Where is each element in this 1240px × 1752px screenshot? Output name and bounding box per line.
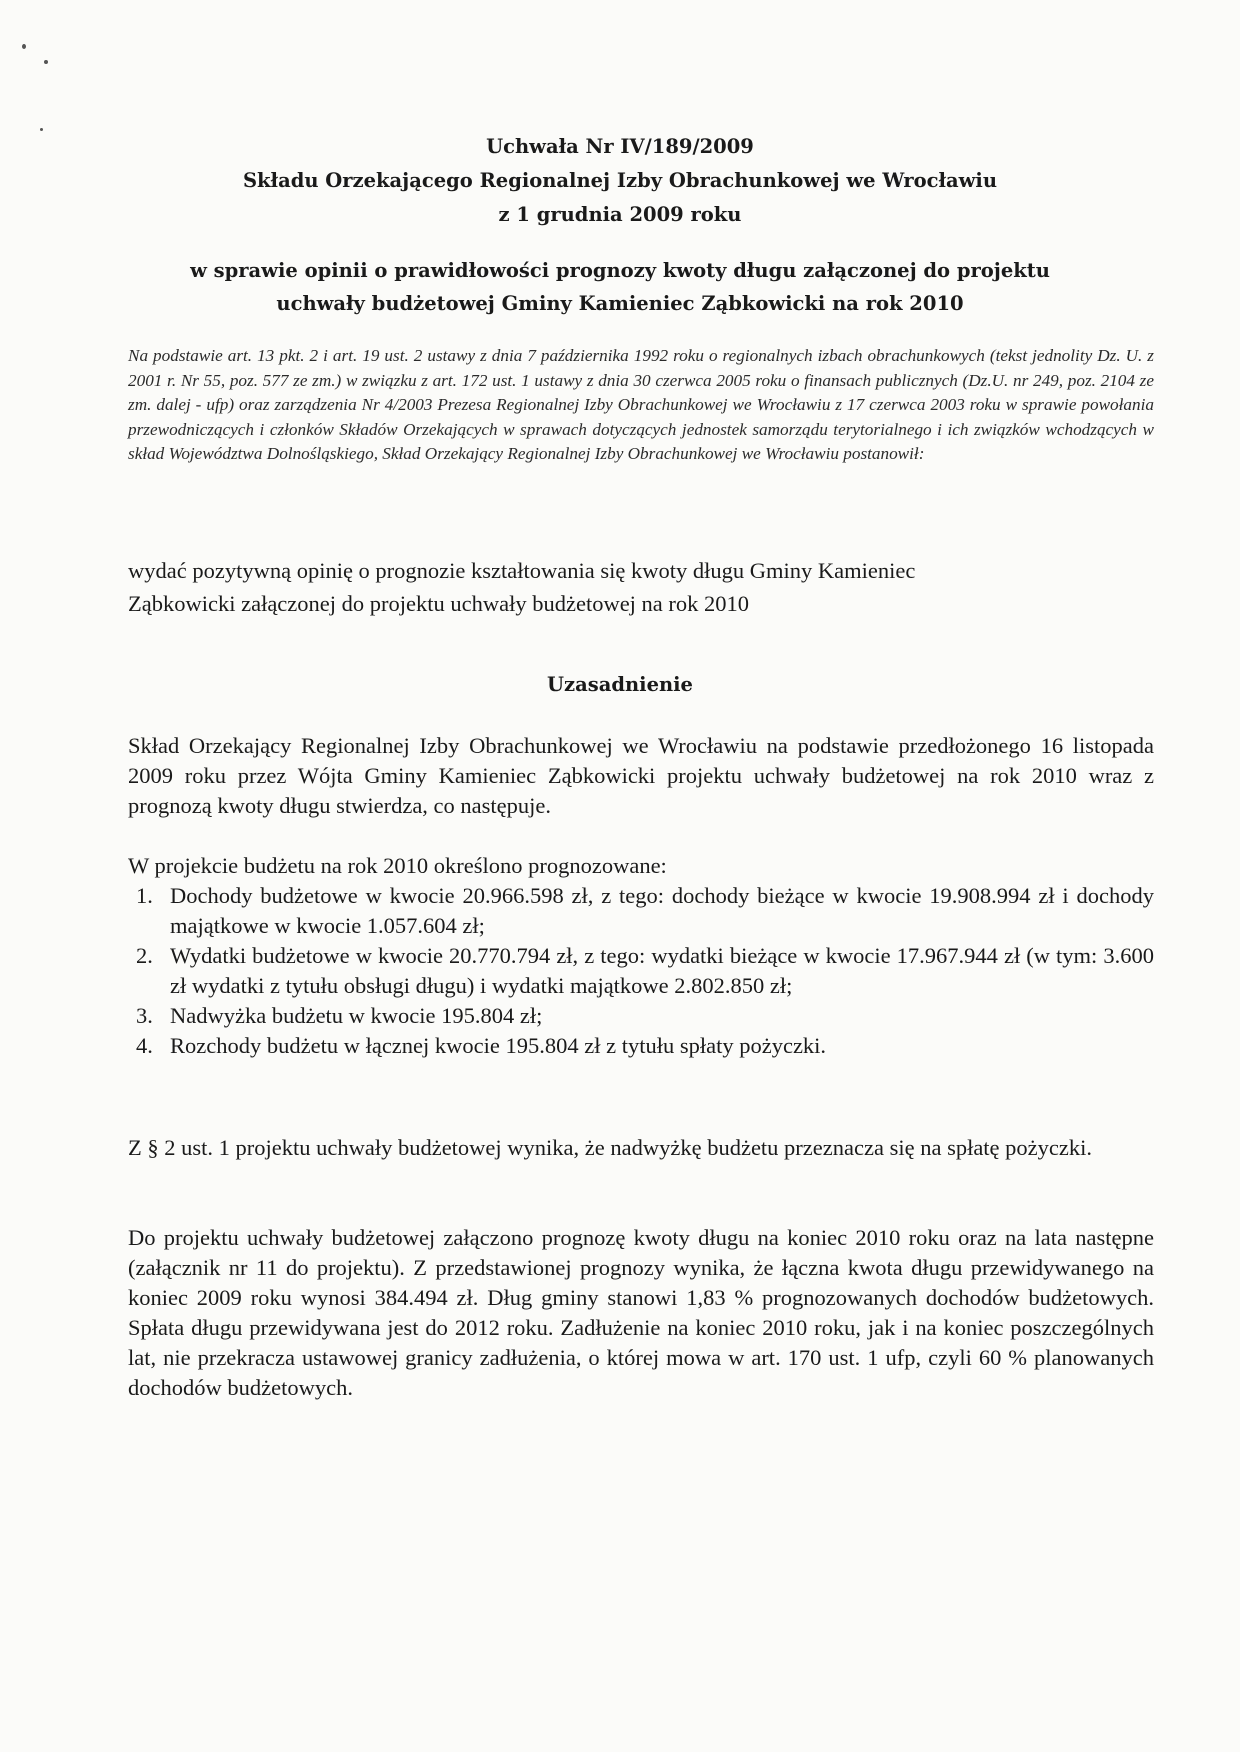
list-item-text: Wydatki budżetowe w kwocie 20.770.794 zł, z tego: wydatki bieżące w kwocie 17.967.944 zł (w tym: 3.600 zł wydatki z tytułu obsługi długu) i wydatki majątkowe 2.802.850 zł;	[170, 943, 1154, 998]
forecast-list-intro: W projekcie budżetu na rok 2010 określono prognozowane:	[128, 853, 667, 878]
justification-paragraph-1: Skład Orzekający Regionalnej Izby Obrachunkowej we Wrocławiu na podstawie przedłożonego 16 listopada 2009 roku przez Wójta Gminy Kamieniec Ząbkowicki projektu uchwały budżetowej na rok 2010 wraz z prognozą kwoty długu stwierdza, co następuje.	[128, 733, 1154, 818]
list-item-number: 2.	[136, 943, 153, 968]
scan-speck	[44, 60, 48, 64]
justification-title: Uzasadnienie	[547, 673, 693, 696]
justification-paragraph-4: Do projektu uchwały budżetowej załączono prognozę kwoty długu na koniec 2010 roku oraz na lata następne (załącznik nr 11 do projektu). Z przedstawionej prognozy wynika, że łączna kwota długu przewidywanego na koniec 2009 roku wynosi 384.494 zł. Dług gminy stanowi 1,83 % prognozowanych dochodów budżetowych. Spłata długu przewidywana jest do 2012 roku. Zadłużenie na koniec 2010 roku, jak i na koniec poszczególnych lat, nie przekracza ustawowej granicy zadłużenia, o której mowa w art. 170 ust. 1 ufp, czyli 60 % planowanych dochodów budżetowych.	[128, 1225, 1154, 1400]
resolution-date: z 1 grudnia 2009 roku	[498, 203, 742, 226]
forecast-list	[128, 881, 1154, 1061]
resolution-number: Uchwała Nr IV/189/2009	[486, 135, 754, 158]
decision-text	[128, 554, 1154, 620]
list-item-number: 3.	[136, 1003, 153, 1028]
list-item-text: Nadwyżka budżetu w kwocie 195.804 zł;	[170, 1003, 543, 1028]
decision-line-1: wydać pozytywną opinię o prognozie kształtowania się kwoty długu Gminy Kamieniec	[128, 558, 916, 583]
subject-line-2: uchwały budżetowej Gminy Kamieniec Ząbkowicki na rok 2010	[276, 292, 964, 315]
list-item	[128, 1001, 1154, 1031]
list-item-number: 4.	[136, 1033, 153, 1058]
decision-line-2: Ząbkowicki załączonej do projektu uchwały budżetowej na rok 2010	[128, 591, 750, 616]
justification-paragraph-3: Z § 2 ust. 1 projektu uchwały budżetowej wynika, że nadwyżkę budżetu przeznacza się na spłatę pożyczki.	[128, 1135, 1093, 1160]
resolution-subject	[120, 254, 1120, 320]
resolution-header	[120, 130, 1120, 232]
list-item	[128, 941, 1154, 1001]
list-item	[128, 1031, 1154, 1061]
scan-speck	[40, 128, 43, 131]
subject-line-1: w sprawie opinii o prawidłowości prognozy kwoty długu załączonej do projektu	[190, 259, 1050, 282]
scan-speck	[22, 44, 26, 49]
legal-basis: Na podstawie art. 13 pkt. 2 i art. 19 ust. 2 ustawy z dnia 7 października 1992 roku o regionalnych izbach obrachunkowych (tekst jednolity Dz. U. z 2001 r. Nr 55, poz. 577 ze zm.) w związku z art. 172 ust. 1 ustawy z dnia 30 czerwca 2005 roku o finansach publicznych (Dz.U. nr 249, poz. 2104 ze zm. dalej - ufp) oraz zarządzenia Nr 4/2003 Prezesa Regionalnej Izby Obrachunkowej we Wrocławiu z 17 czerwca 2003 roku w sprawie powołania przewodniczących i członków Składów Orzekających w sprawach dotyczących jednostek samorządu terytorialnego i ich związków wchodzących w skład Województwa Dolnośląskiego, Skład Orzekający Regionalnej Izby Obrachunkowej we Wrocławiu postanowił:	[128, 346, 1154, 463]
list-item	[128, 881, 1154, 941]
list-item-number: 1.	[136, 883, 153, 908]
list-item-text: Dochody budżetowe w kwocie 20.966.598 zł, z tego: dochody bieżące w kwocie 19.908.994 zł i dochody majątkowe w kwocie 1.057.604 zł;	[170, 883, 1154, 938]
list-item-text: Rozchody budżetu w łącznej kwocie 195.804 zł z tytułu spłaty pożyczki.	[170, 1033, 827, 1058]
issuing-body: Składu Orzekającego Regionalnej Izby Obrachunkowej we Wrocławiu	[242, 169, 998, 192]
